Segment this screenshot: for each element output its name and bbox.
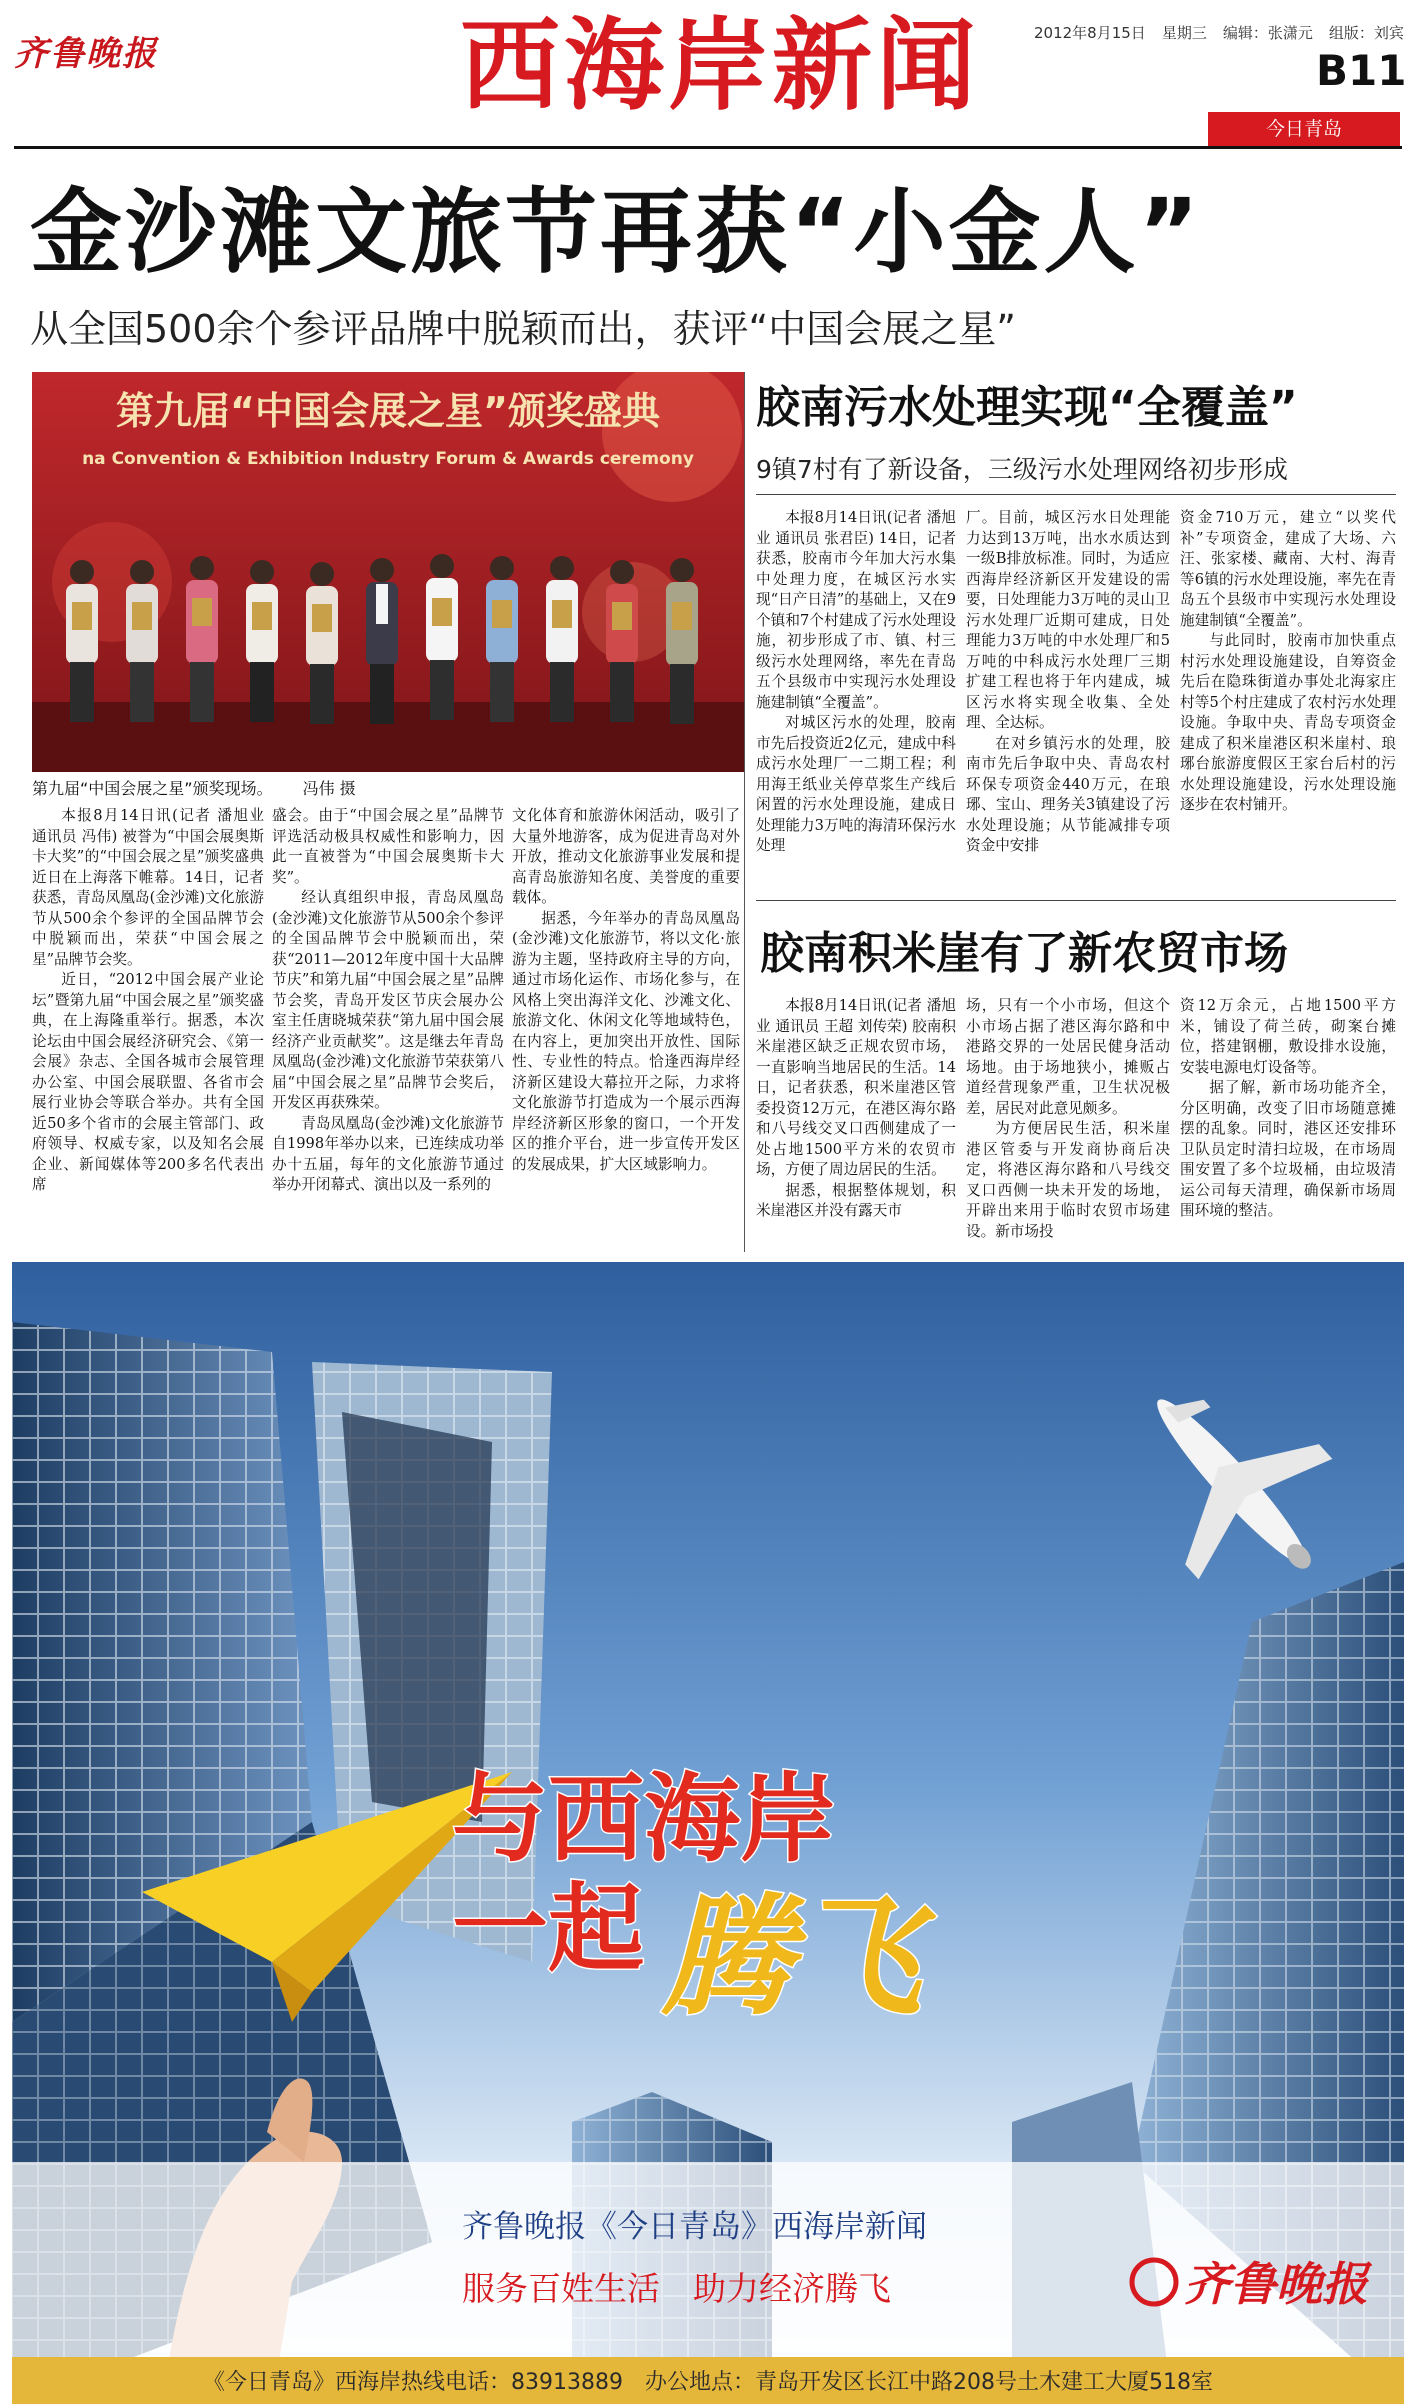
ad-slogan-line2: 一起 [452, 1873, 644, 1985]
story2-rule [756, 494, 1396, 495]
story2-headline: 胶南污水处理实现“全覆盖” [756, 382, 1298, 433]
story3-column-1 [756, 996, 956, 1256]
ad-slogan-fly: 腾飞 [662, 1880, 923, 2033]
article-paragraph: 盛会。由于“中国会展之星”品牌节评选活动极具权威性和影响力，因此一直被誉为“中国会展奥斯卡大奖”。 [272, 807, 504, 886]
article-paragraph: 据悉，根据整体规划，积米崖港区并没有露天市 [756, 1181, 956, 1219]
photo-credit: 冯伟 摄 [302, 779, 356, 798]
layout-credit: 组版：刘宾 [1328, 24, 1404, 42]
newspaper-logo: 齐鲁晚报 [14, 34, 158, 74]
ad-logo-text: 齐鲁晚报 [1184, 2257, 1368, 2311]
story2-column-1 [756, 508, 956, 888]
article-paragraph: 经认真组织申报，青岛凤凰岛(金沙滩)文化旅游节从500余个参评的全国品牌节会中脱颖而出，荣获“2011—2012年度中国十大品牌节庆”和第九届“中国会展之星”品牌节会奖，青岛开发区节庆会展办公室主任唐晓城荣获“第九届中国会展经济产业贡献奖”。这是继去年青岛凤凰岛(金沙滩)文化旅游节荣获第八届“中国会展之星”品牌节会奖后，开发区再获殊荣。 [272, 889, 504, 1111]
article-paragraph: 本报8月14日讯(记者 潘旭业 通讯员 张君臣) 14日，记者获悉，胶南市今年加大污水集中处理力度，在城区污水实现“日产日清”的基础上，又在9个镇和7个村建成了污水处理设施，初步形成了市、镇、村三级污水处理网络，率先在青岛五个县级市中实现污水处理设施建制镇“全覆盖”。 [756, 509, 956, 711]
article-paragraph: 本报8月14日讯(记者 潘旭业 通讯员 王超 刘传荣) 胶南积米崖港区缺乏正规农贸市场，一直影响当地居民的生活。14日，记者获悉，积米崖港区管委投资12万元，在港区海尔路和八号线交叉口西侧建成了一处占地1500平方米的农贸市场，方便了周边居民的生活。 [756, 997, 956, 1178]
section-badge: 今日青岛 [1208, 112, 1400, 146]
issue-date: 2012年8月15日 [1034, 24, 1146, 42]
article-paragraph: 资金710万元，建立“以奖代补”专项资金，建成了大场、六汪、张家楼、藏南、大村、海青等6镇的污水处理设施，率先在青岛五个县级市中实现污水处理设施建制镇“全覆盖”。 [1180, 509, 1396, 629]
issue-weekday: 星期三 [1161, 24, 1207, 42]
photo-banner-english: na Convention & Exhibition Industry Forum & Awards ceremony [82, 449, 694, 469]
photo-caption [32, 776, 744, 799]
award-ceremony-photo [32, 372, 744, 772]
photo-banner-text: 第九届“中国会展之星”颁奖盛典 [116, 389, 660, 433]
page-number: B11 [1316, 46, 1407, 95]
editor-credit: 编辑：张潇元 [1222, 24, 1313, 42]
lead-column-2 [272, 806, 504, 1256]
article-paragraph: 在对乡镇污水的处理，胶南市先后争取中央、青岛农村环保专项资金440万元，在琅琊、宝山、理务关3镇建设了污水处理设施；从节能减排专项资金中安排 [966, 734, 1170, 854]
story3-column-2 [966, 996, 1170, 1256]
article-paragraph: 近日，“2012中国会展产业论坛”暨第九届“中国会展之星”颁奖盛典，在上海隆重举行。据悉，本次论坛由中国会展经济研究会、《第一会展》杂志、全国各城市会展管理办公室、中国会展联盟、各省市会展行业协会等联合举办。共有全国近50多个省市的会展主管部门、政府领导、权威专家，以及知名会展企业、新闻媒体等200多名代表出席 [32, 971, 264, 1193]
story-separator [756, 900, 1396, 901]
article-paragraph: 青岛凤凰岛(金沙滩)文化旅游节自1998年举办以来，已连续成功举办十五届，每年的文化旅游节通过举办开闭幕式、演出以及一系列的 [272, 1114, 504, 1193]
page-meta [1034, 22, 1417, 43]
article-paragraph: 据了解，新市场功能齐全，分区明确，改变了旧市场随意摊摆的乱象。同时，港区还安排环卫队员定时清扫垃圾，在市场周围安置了多个垃圾桶，由垃圾清运公司每天清理，确保新市场周围环境的整洁。 [1180, 1079, 1396, 1219]
header-divider [14, 146, 1402, 149]
ad-tagline-2: 服务百姓生活 助力经济腾飞 [462, 2269, 891, 2308]
ad-illustration [12, 1262, 1404, 2404]
story2-subheadline: 9镇7村有了新设备，三级污水处理网络初步形成 [756, 455, 1288, 484]
article-paragraph: 资12万余元，占地1500平方米，铺设了荷兰砖，砌案台摊位，搭建钢棚，敷设排水设施，安装电源电灯设备等。 [1180, 997, 1396, 1076]
article-paragraph: 为方便居民生活，积米崖港区管委与开发商协商后决定，将港区海尔路和八号线交叉口西侧一块未开发的场地，开辟出来用于临时农贸市场建设。新市场投 [966, 1120, 1170, 1240]
page-title: 西海岸新闻 [460, 7, 980, 124]
lead-headline: 金沙滩文旅节再获“小金人” [30, 179, 1202, 286]
article-paragraph: 文化体育和旅游休闲活动，吸引了大量外地游客，成为促进青岛对外开放，推动文化旅游事业发展和提高青岛旅游知名度、美誉度的重要载体。 [512, 807, 740, 906]
lead-column-1 [32, 806, 264, 1256]
caption-text: 第九届“中国会展之星”颁奖现场。 [32, 779, 273, 798]
story2-column-2 [966, 508, 1170, 888]
ad-tagline-1: 齐鲁晚报《今日青岛》西海岸新闻 [462, 2209, 927, 2245]
story3-headline: 胶南积米崖有了新农贸市场 [760, 928, 1288, 979]
article-paragraph: 与此同时，胶南市加快重点村污水处理设施建设，自筹资金先后在隐珠街道办事处北海家庄村等5个村庄建成了农村污水处理设施。争取中央、青岛专项资金建成了积米崖港区积米崖村、琅琊台旅游度假区王家台后村的污水处理设施建设，污水处理设施逐步在农村铺开。 [1180, 632, 1396, 813]
lead-column-3 [512, 806, 740, 1256]
ad-slogan-line1: 与西海岸 [452, 1763, 836, 1875]
article-paragraph: 据悉，今年举办的青岛凤凰岛(金沙滩)文化旅游节，将以文化·旅游为主题，坚持政府主导的方向，通过市场化运作、市场化参与，在风格上突出海洋文化、沙滩文化、旅游文化、休闲文化等地域特色，在内容上，更加突出开放性、国际性、专业性的特点。恰逢西海岸经济新区建设大幕拉开之际，力求将文化旅游节打造成为一个展示西海岸经济新区形象的窗口，一个开发区的推介平台，进一步宣传开发区的发展成果，扩大区域影响力。 [512, 909, 740, 1173]
ad-hotline: 《今日青岛》西海岸热线电话：83913889 办公地点：青岛开发区长江中路208号土木建工大厦518室 [203, 2370, 1213, 2395]
story3-column-3 [1180, 996, 1396, 1256]
article-paragraph: 场，只有一个小市场，但这个小市场占据了港区海尔路和中港路交界的一处居民健身活动场地。由于场地狭小，摊贩占道经营现象严重，卫生状况极差，居民对此意见颇多。 [966, 997, 1170, 1117]
column-divider [744, 372, 745, 1252]
lead-subheadline: 从全国500余个参评品牌中脱颖而出，获评“中国会展之星” [30, 307, 1016, 351]
article-paragraph: 对城区污水的处理，胶南市先后投资近2亿元，建成中科成污水处理厂一二期工程；利用海王纸业关停草浆生产线后闲置的污水处理设施，建成日处理能力3万吨的海清环保污水处理 [756, 714, 956, 854]
advertisement [12, 1262, 1404, 2404]
article-paragraph: 本报8月14日讯(记者 潘旭业 通讯员 冯伟) 被誉为“中国会展奥斯卡大奖”的“中国会展之星”颁奖盛典近日在上海落下帷幕。14日，记者获悉，青岛凤凰岛(金沙滩)文化旅游节从500余个参评的全国品牌节会中脱颖而出，荣获“中国会展之星”品牌节会奖。 [32, 807, 264, 968]
award-ceremony-illustration [32, 372, 744, 772]
story2-column-3 [1180, 508, 1396, 888]
article-paragraph: 厂。目前，城区污水日处理能力达到13万吨，出水水质达到一级B排放标准。同时，为适应西海岸经济新区开发建设的需要，日处理能力3万吨的灵山卫污水处理厂近期可建成，日处理能力3万吨的中水处理厂和5万吨的中科成污水处理厂三期扩建工程也将于年内建成，城区污水将实现全收集、全处理、全达标。 [966, 509, 1170, 731]
